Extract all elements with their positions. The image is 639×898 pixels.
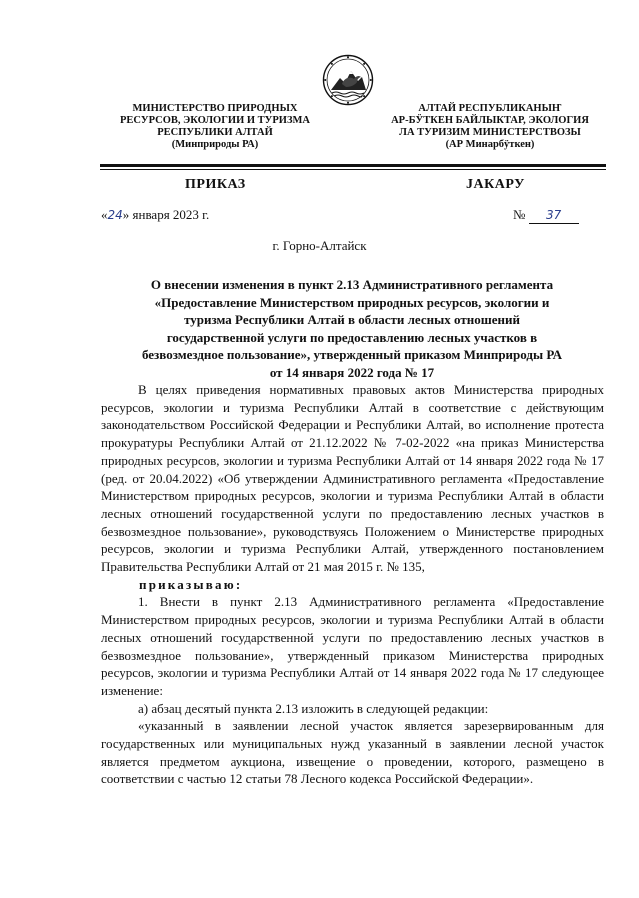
number-sign: №: [513, 207, 529, 222]
document-title: [100, 276, 604, 381]
ministry-ru-line2: РЕСУРСОВ, ЭКОЛОГИИ И ТУРИЗМА: [120, 115, 310, 126]
ministry-ru-line1: МИНИСТЕРСТВО ПРИРОДНЫХ: [132, 103, 298, 114]
ministry-alt-line3: ЛА ТУРИЗИМ МИНИСТЕРСТВОЗЫ: [399, 127, 581, 138]
coat-of-arms-icon: [322, 54, 374, 106]
ministry-alt-short: (АР Минарбӱткен): [445, 139, 535, 150]
title-line: государственной услуги по предоставлению лесных участков в: [166, 329, 538, 345]
order-date: [101, 207, 209, 223]
date-quote-open: «: [101, 207, 108, 222]
title-line: О внесении изменения в пункт 2.13 Административного регламента: [150, 277, 554, 292]
title-line: «Предоставление Министерством природных ресурсов, экологии и: [154, 294, 550, 310]
number-value-handwritten: 37: [546, 208, 562, 222]
order-number: [513, 207, 579, 224]
header-divider-thin: [100, 169, 606, 170]
order-title-russian: ПРИКАЗ: [185, 177, 246, 192]
ministry-name-russian: [106, 103, 324, 151]
title-line: безвозмездное пользование», утвержденный приказом Минприроды РА: [141, 347, 563, 362]
date-month-year: января 2023 г.: [129, 207, 210, 222]
body-order-word: приказываю:: [139, 576, 243, 592]
document-body: [101, 381, 604, 788]
ministry-name-altai: [377, 103, 603, 151]
body-paragraph-preamble: В целях приведения нормативных правовых актов Министерства природных ресурсов, экологии и туризма Республики Алтай в соответствие с действующим законодательством Российской Федерации и Республики Алтай, во исполнение протеста прокуратуры Республики Алтай от 21.12.2022 № 7-02-2022 «на приказ Министерства природных ресурсов, экологии и туризма Республики Алтай от 14 января 2022 года № 17 (ред. от 20.04.2022) «Об утверждении Административного регламента «Предоставление Министерством природных ресурсов, экологии и туризма Республики Алтай в области лесных отношений государственной услуги по предоставлению лесных участков в безвозмездное пользование», руководствуясь Положением о Министерстве природных ресурсов, экологии и туризма Республики Алтай, утвержденного постановлением Правительства Республики Алтай от 21 мая 2015 г. № 135,: [101, 382, 604, 575]
ministry-ru-short: (Минприроды РА): [171, 139, 259, 150]
body-paragraph-quote: «указанный в заявлении лесной участок является зарезервированным для государственных или муниципальных нужд указанный в заявлении лесной участок является предметом аукциона, извещение о проведении, которого, размещено в соответствии с частью 12 статьи 78 Лесного кодекса Российской Федерации».: [101, 718, 604, 787]
header-divider-thick: [100, 164, 606, 167]
ministry-ru-line3: РЕСПУБЛИКИ АЛТАЙ: [157, 127, 273, 138]
ministry-alt-line2: АР-БӰТКЕН БАЙЛЫКТАР, ЭКОЛОГИЯ: [391, 115, 589, 126]
date-quote-close: »: [122, 207, 130, 222]
date-day-handwritten: 24: [107, 208, 123, 222]
title-line: от 14 января 2022 года № 17: [269, 364, 435, 380]
title-line: туризма Республики Алтай в области лесных отношений: [184, 312, 520, 327]
ministry-alt-line1: АЛТАЙ РЕСПУБЛИКАНЫҤ: [418, 103, 562, 114]
body-paragraph-item-1: 1. Внести в пункт 2.13 Административного регламента «Предоставление Министерством природных ресурсов, экологии и туризма Республики Алтай в области лесных отношений государственной услуги по предоставлению лесных участков в безвозмездное пользование», утвержденный приказом Министерства природных ресурсов, экологии и туризма Республики Алтай от 14 января 2022 года № 17 следующее изменение:: [101, 594, 604, 698]
order-title-altai: JАКАРУ: [466, 177, 525, 192]
body-paragraph-item-a: а) абзац десятый пункта 2.13 изложить в следующей редакции:: [138, 700, 489, 716]
city-name: г. Горно-Алтайск: [272, 238, 367, 253]
